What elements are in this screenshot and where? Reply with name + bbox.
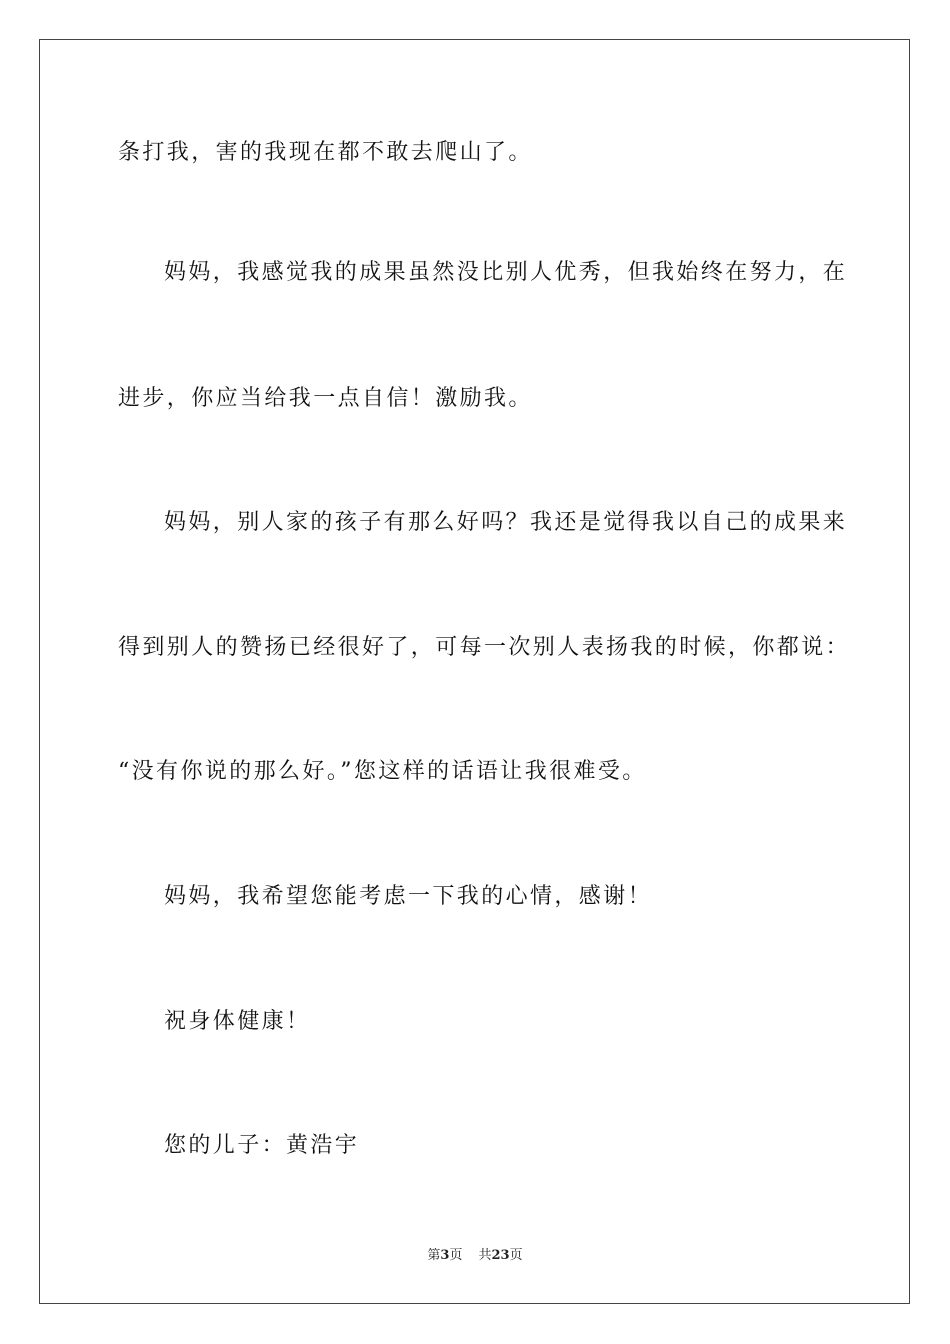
body-line-5: 得到别人的赞扬已经很好了，可每一次别人表扬我的时候，你都说： <box>118 635 851 660</box>
body-line-1: 条打我，害的我现在都不敢去爬山了。 <box>118 140 533 165</box>
body-line-8: 祝身体健康！ <box>164 1009 311 1034</box>
total-suffix: 页 <box>509 1248 523 1263</box>
page-prefix: 第 <box>427 1248 441 1263</box>
total-pages: 23 <box>491 1248 510 1263</box>
total-prefix: 共 <box>478 1248 492 1263</box>
page-number: 3 <box>440 1248 450 1263</box>
page-border <box>39 39 910 1304</box>
body-line-3: 进步，你应当给我一点自信！激励我。 <box>118 386 533 411</box>
body-line-2: 妈妈，我感觉我的成果虽然没比别人优秀，但我始终在努力，在 <box>164 260 848 285</box>
page-suffix: 页 <box>449 1248 463 1263</box>
body-line-6: “没有你说的那么好。”您这样的话语让我很难受。 <box>118 759 647 784</box>
body-line-7: 妈妈，我希望您能考虑一下我的心情，感谢！ <box>164 884 653 909</box>
signature-line: 您的儿子：黄浩宇 <box>164 1133 360 1158</box>
body-line-4: 妈妈，别人家的孩子有那么好吗？我还是觉得我以自己的成果来 <box>164 510 848 535</box>
page-footer <box>0 1247 950 1265</box>
